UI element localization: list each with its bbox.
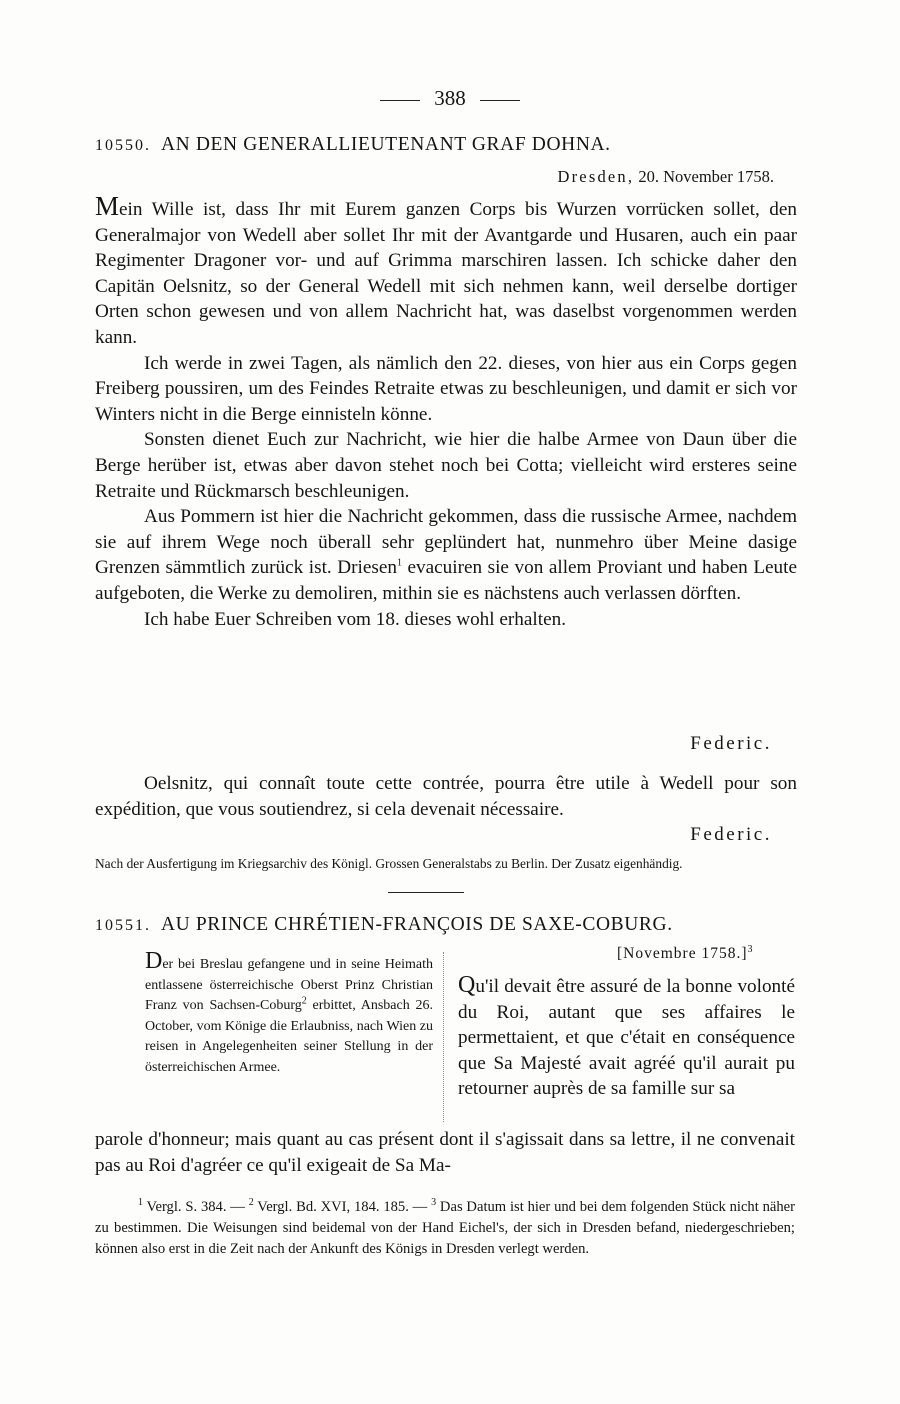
summary-text-b: erbittet, Ansbach 26. October, vom Könige die Erlaubniss, nach Wien zu reisen in Angelegenheiten seiner Stellung in der österreichischen Armee. bbox=[145, 998, 433, 1075]
letter-title: AU PRINCE CHRÉTIEN-FRANÇOIS DE SAXE-COBURG. bbox=[161, 914, 673, 935]
footnotes bbox=[95, 1197, 795, 1260]
letter-date-text: [Novembre 1758.] bbox=[617, 945, 748, 962]
footnote-mark-2: 2 bbox=[248, 1197, 254, 1209]
footnote-ref-1: 1 bbox=[396, 557, 402, 569]
signature: Federic. bbox=[690, 733, 772, 754]
signature-postscript: Federic. bbox=[690, 824, 772, 845]
text-initial: Q bbox=[458, 972, 476, 998]
page-number-dash-left bbox=[380, 100, 420, 101]
page-number-dash-right bbox=[480, 100, 520, 101]
letter-heading-10551 bbox=[95, 914, 805, 936]
footnote-1: Vergl. S. 384. — bbox=[143, 1199, 249, 1215]
date-place: Dresden, bbox=[557, 167, 635, 186]
paragraph-2: Ich werde in zwei Tagen, als nämlich den 22. dieses, von hier aus ein Corps gegen Freiberg poussiren, um des Feindes Retraite etwas zu beschleunigen, und damit er sich vor Winters nicht in die Berge einnisteln könne. bbox=[95, 352, 797, 425]
footnote-mark-1: 1 bbox=[138, 1197, 143, 1209]
summary-text-a: er bei Breslau gefangene und in seine Heimath entlassene österreichische Oberst Prinz Christian Franz von Sachsen-Coburg bbox=[145, 957, 433, 1014]
postscript bbox=[95, 771, 797, 822]
letter-body-10550 bbox=[95, 193, 797, 632]
paragraph-3: Sonsten dienet Euch zur Nachricht, wie hier die halbe Armee von Daun über die Berge herüber ist, etwas aber davon stehet noch bei Cotta; vielleicht wird ersteres seine Retraite und Rückmarsch beschleunigen. bbox=[95, 429, 797, 502]
initial-letter: M bbox=[95, 191, 120, 221]
paragraph-4-text-a: Aus Pommern ist hier die Nachricht gekommen, dass die russische Armee, nachdem sie auf ihrem Wege noch überall sehr geplündert hat, nunmehro über Meine dasige Grenzen sämmtlich zurück ist. Driesen bbox=[95, 506, 797, 579]
letter-text-column bbox=[458, 973, 795, 1102]
footnote-3: Das Datum ist hier und bei dem folgenden Stück nicht näher zu bestimmen. Die Weisungen sind beidemal von der Hand Eichel's, der sich in Dresden befand, niedergeschrieben; können also erst in die Zeit nach der Ankunft des Königs in Dresden verlegt werden. bbox=[95, 1199, 796, 1257]
letter-text-column-body: u'il devait être assuré de la bonne volonté du Roi, autant que ses affaires le permettaient, et que c'était en conséquence que Sa Majesté avait agréé qu'il aurait pu retourner auprès de sa famille sur sa bbox=[458, 976, 795, 1100]
date-value: 20. November 1758. bbox=[638, 167, 774, 186]
footnote-block bbox=[95, 1197, 795, 1260]
postscript-text: Oelsnitz, qui connaît toute cette contrée, pourra être utile à Wedell pour son expédition, que vous soutiendrez, si cela devenait nécessaire. bbox=[95, 773, 797, 820]
paragraph-4-text-b: evacuiren sie von allem Proviant und haben Leute aufgeboten, die Werke zu demoliren, mithin sie es nächstens auch verlassen dörften. bbox=[95, 557, 797, 604]
letter-date bbox=[617, 945, 754, 963]
letter-text-continuation: parole d'honneur; mais quant au cas présent dont il s'agissait dans sa lettre, il ne convenait pas au Roi d'agréer ce qu'il exigeait de Sa Ma- bbox=[95, 1129, 795, 1176]
section-divider bbox=[388, 892, 464, 893]
column-separator bbox=[443, 952, 444, 1122]
summary-initial: D bbox=[145, 948, 163, 974]
footnote-2: Vergl. Bd. XVI, 184. 185. — bbox=[253, 1199, 432, 1215]
footnote-ref-3: 3 bbox=[747, 943, 754, 955]
letter-number: 10550. bbox=[95, 137, 151, 154]
footnote-ref-2: 2 bbox=[301, 995, 307, 1007]
paragraph-5: Ich habe Euer Schreiben vom 18. dieses wohl erhalten. bbox=[144, 608, 566, 630]
footnote-mark-3: 3 bbox=[431, 1197, 437, 1209]
letter-title: AN DEN GENERALLIEUTENANT GRAF DOHNA. bbox=[161, 134, 611, 155]
page-number: 388 bbox=[434, 86, 466, 110]
paragraph-1 bbox=[95, 193, 797, 351]
paragraph-4 bbox=[95, 504, 797, 606]
source-note: Nach der Ausfertigung im Kriegsarchiv des Königl. Grossen Generalstabs zu Berlin. Der Zusatz eigenhändig. bbox=[95, 856, 683, 871]
paragraph-1-text: ein Wille ist, dass Ihr mit Eurem ganzen Corps bis Wurzen vorrücken sollet, den Generalmajor von Wedell aber sollet Ihr mit der Avantgarde und Husaren, auch ein paar Regimenter Dragoner vor- und auf Grimma marschiren lassen. Ich schicke daher den Capitän Oelsnitz, so der General Wedell mit sich nehmen kann, weil derselbe dortiger Orten schon gewesen und von allem Nachricht hat, was daselbst vorgenommen werden kann. bbox=[95, 199, 797, 348]
letter-dateline bbox=[558, 167, 775, 187]
letter-number: 10551. bbox=[95, 917, 151, 934]
letter-heading-10550 bbox=[95, 134, 805, 156]
summary-note bbox=[145, 948, 433, 1079]
page-number-line bbox=[0, 86, 900, 111]
